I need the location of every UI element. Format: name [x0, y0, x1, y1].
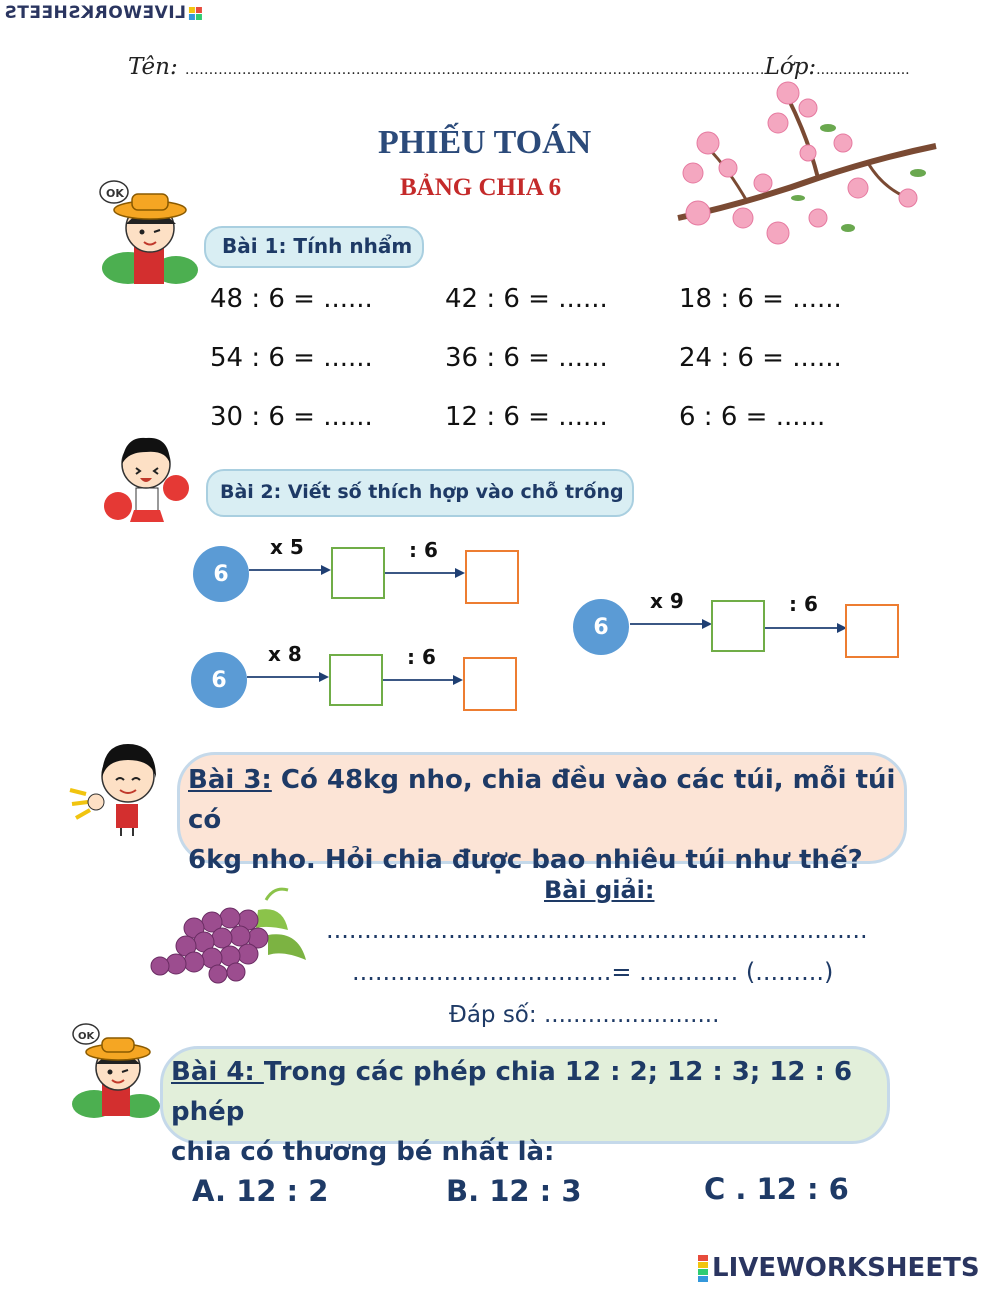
- option-c[interactable]: C . 12 : 6: [704, 1172, 849, 1206]
- exercise-2-1[interactable]: 54 : 6 = ......: [210, 343, 373, 373]
- bai2-label: Bài 2: Viết số thích hợp vào chỗ trống: [206, 469, 634, 517]
- bai3-text-line2: 6kg nho. Hỏi chia được bao nhiêu túi như thế?: [188, 845, 863, 875]
- girl-ok-sticker-icon: [70, 1020, 162, 1120]
- arrow-right-icon: [249, 563, 331, 577]
- name-label: Tên:: [128, 54, 178, 80]
- bai4-label: Bài 4:: [171, 1057, 264, 1087]
- chain3-op2: : 6: [789, 592, 818, 616]
- girl-ok-sticker-icon: [98, 176, 198, 288]
- bai4-text-line2: chia có thương bé nhất là:: [171, 1137, 555, 1167]
- ok-text: OK: [106, 187, 124, 200]
- chain3-answer-box2[interactable]: [845, 604, 899, 658]
- chain2-answer-box1[interactable]: [329, 654, 383, 706]
- logo-text-bottom: LIVEWORKSHEETS: [712, 1253, 980, 1283]
- page-title: PHIẾU TOÁN: [378, 124, 592, 161]
- exercise-1-2[interactable]: 42 : 6 = ......: [445, 284, 608, 314]
- exercise-1-1[interactable]: 48 : 6 = ......: [210, 284, 373, 314]
- logo-blocks-icon: [698, 1255, 708, 1282]
- bai1-label: Bài 1: Tính nhẩm: [204, 226, 424, 268]
- chain3-start-circle: 6: [573, 599, 629, 655]
- chain1-start-circle: 6: [193, 546, 249, 602]
- arrow-right-icon: [385, 566, 465, 580]
- option-a[interactable]: A. 12 : 2: [192, 1174, 329, 1208]
- arrow-right-icon: [630, 617, 712, 631]
- exercise-1-3[interactable]: 18 : 6 = ......: [679, 284, 842, 314]
- girl-cheer-sticker-icon: [100, 430, 192, 526]
- class-label: Lớp:: [764, 54, 817, 80]
- liveworksheets-logo-bottom: [698, 1253, 980, 1283]
- chain3-answer-box1[interactable]: [711, 600, 765, 652]
- answer-line[interactable]: Đáp số: ........................: [449, 1002, 720, 1028]
- option-b[interactable]: B. 12 : 3: [446, 1174, 582, 1208]
- cherry-blossom-icon: [668, 68, 943, 253]
- class-field[interactable]: .....................: [816, 62, 910, 78]
- solution-line1[interactable]: .......................................................................: [326, 916, 868, 944]
- bai4-question: [171, 1052, 883, 1172]
- chain1-answer-box2[interactable]: [465, 550, 519, 604]
- solution-label: Bài giải:: [544, 876, 655, 904]
- exercise-3-3[interactable]: 6 : 6 = ......: [679, 402, 826, 432]
- chain1-op2: : 6: [409, 538, 438, 562]
- name-field[interactable]: ..........................................................................................................................: [185, 62, 765, 78]
- chain1-answer-box1[interactable]: [331, 547, 385, 599]
- grapes-icon: [148, 880, 308, 984]
- exercise-2-3[interactable]: 24 : 6 = ......: [679, 343, 842, 373]
- bai3-text-line1: Có 48kg nho, chia đều vào các túi, mỗi túi có: [188, 765, 896, 835]
- chain2-start-circle: 6: [191, 652, 247, 708]
- logo-text-top: LIVEWORKSHEETS: [4, 3, 186, 23]
- bai3-question: [188, 760, 900, 880]
- page-subtitle: BẢNG CHIA 6: [400, 174, 562, 201]
- arrow-right-icon: [765, 621, 847, 635]
- chain2-answer-box2[interactable]: [463, 657, 517, 711]
- exercise-3-2[interactable]: 12 : 6 = ......: [445, 402, 608, 432]
- exercise-2-2[interactable]: 36 : 6 = ......: [445, 343, 608, 373]
- logo-blocks-icon: [189, 7, 202, 20]
- liveworksheets-logo-top: [4, 3, 202, 23]
- chain2-op2: : 6: [407, 645, 436, 669]
- arrow-right-icon: [247, 670, 329, 684]
- ok-text: OK: [78, 1031, 95, 1042]
- girl-thumbs-up-sticker-icon: [66, 732, 178, 838]
- bai4-text-line1: Trong các phép chia 12 : 2; 12 : 3; 12 : 6 phép: [171, 1057, 853, 1127]
- chain3-op1: x 9: [650, 589, 684, 613]
- arrow-right-icon: [383, 673, 463, 687]
- chain1-op1: x 5: [270, 535, 304, 559]
- solution-line2[interactable]: ..................................= ............. (.........): [352, 958, 834, 986]
- chain2-op1: x 8: [268, 642, 302, 666]
- exercise-3-1[interactable]: 30 : 6 = ......: [210, 402, 373, 432]
- bai3-label: Bài 3:: [188, 765, 272, 795]
